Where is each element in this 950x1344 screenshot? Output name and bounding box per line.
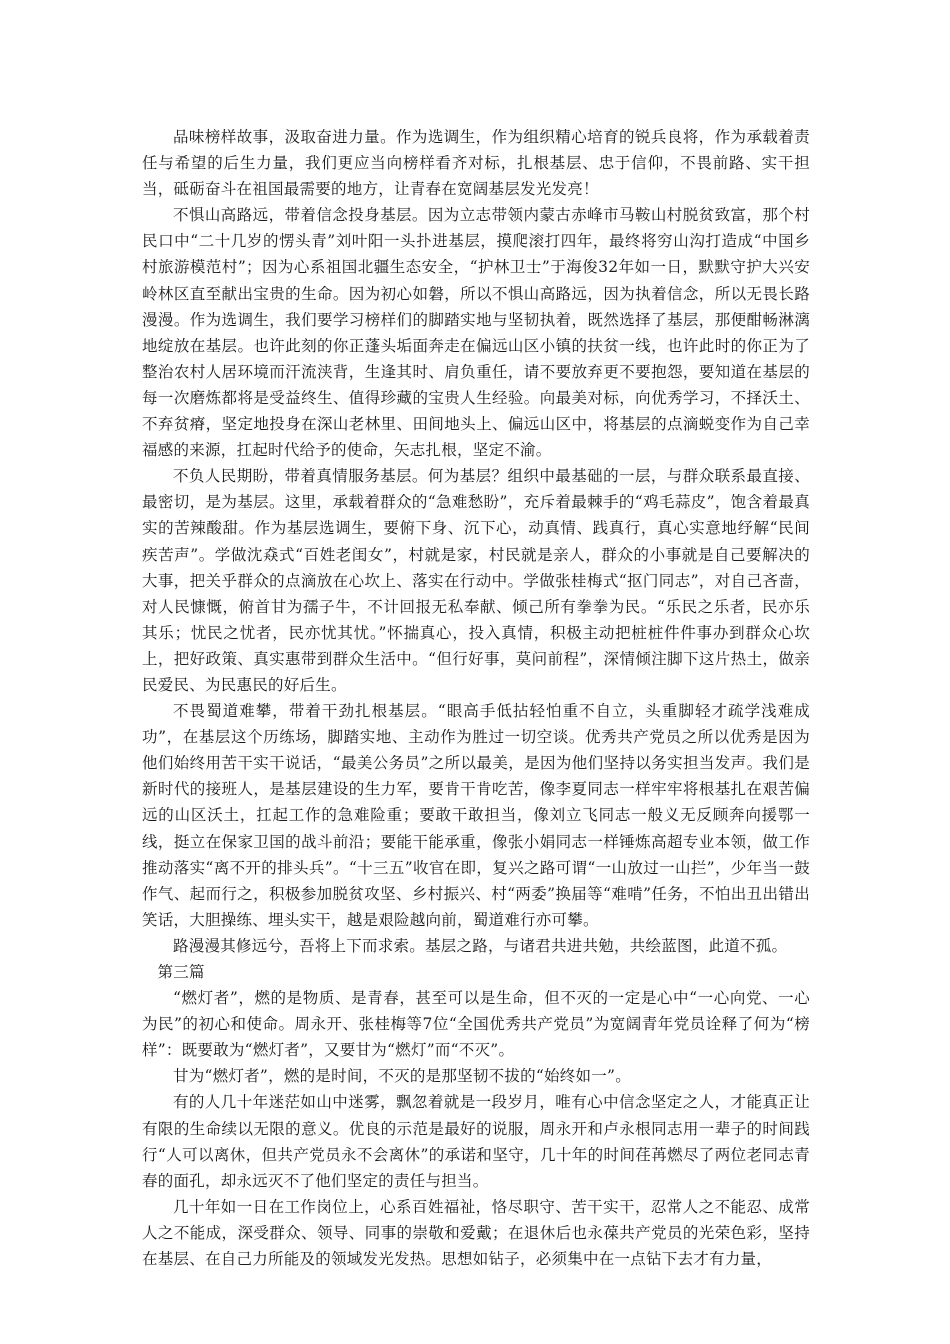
paragraph-lamp-lighter: “燃灯者”，燃的是物质、是青春，甚至可以是生命，但不灭的一定是心中“一心向党、一心为民”的初心和使命。周永开、张桂梅等7位“全国优秀共产党员”为宽阔青年党员诠释了何为“榜样”：既要敢为“燃灯者”，又要甘为“燃灯”而“不灭”。 xyxy=(142,989,810,1060)
paragraph-effort: 不畏蜀道难攀，带着干劲扎根基层。“眼高手低拈轻怕重不自立，头重脚轻才疏学浅难成功”，在基层这个历练场，脚踏实地、主动作为胜过一切空谈。优秀共产党员之所以优秀是因为他们始终用苦干实干说话，“最美公务员”之所以最美，是因为他们坚持以务实担当发声。我们是新时代的接班人，是基层建设的生力军，要肯干肯吃苦，像李夏同志一样牢牢将根基扎在艰苦偏远的山区沃土，扛起工作的急难险重；要敢干敢担当，像刘立飞同志一般义无反顾奔向援鄂一线，挺立在保家卫国的战斗前沿；要能干能承重，像张小娟同志一样锤炼高超专业本领，做工作推动落实“离不开的排头兵”。“十三五”收官在即，复兴之路可谓“一山放过一山拦”，少年当一鼓作气、起而行之，积极参加脱贫攻坚、乡村振兴、村“两委”换届等“难啃”任务，不怕出丑出错出笑话，大胆操练、埋头实干，越是艰险越向前，蜀道难行亦可攀。 xyxy=(142,702,810,929)
paragraph-service: 不负人民期盼，带着真情服务基层。何为基层？组织中最基础的一层，与群众联系最直接、最密切，是为基层。这里，承载着群众的“急难愁盼”，充斥着最棘手的“鸡毛蒜皮”，饱含着最真实的苦辣酸甜。作为基层选调生，要俯下身、沉下心，动真情、践真行，真心实意地纾解“民间疾苦声”。学做沈猋式“百姓老闺女”，村就是家，村民就是亲人，群众的小事就是自己要解决的大事，把关乎群众的点滴放在心坎上、落实在行动中。学做张桂梅式“抠门同志”，对自己吝啬，对人民慷慨，俯首甘为孺子牛，不计回报无私奉献、倾己所有拳拳为民。“乐民之乐者，民亦乐其乐；忧民之忧者，民亦忧其忧。”怀揣真心，投入真情，积极主动把桩桩件件事办到群众心坎上，把好政策、真实惠带到群众生活中。“但行好事，莫问前程”，深情倾注脚下这片热土，做亲民爱民、为民惠民的好后生。 xyxy=(142,467,810,694)
paragraph-faith: 不惧山高路远，带着信念投身基层。因为立志带领内蒙古赤峰市马鞍山村脱贫致富，那个村民口中“二十几岁的愣头青”刘叶阳一头扑进基层，摸爬滚打四年，最终将穷山沟打造成“中国乡村旅游模范村”；因为心系祖国北疆生态安全，“护林卫士”于海俊32年如一日，默默守护大兴安岭林区直至献出宝贵的生命。因为初心如磐，所以不惧山高路远，因为执着信念，所以无畏长路漫漫。作为选调生，我们要学习榜样们的脚踏实地与坚韧执着，既然选择了基层，那便酣畅淋漓地绽放在基层。也许此刻的你正蓬头垢面奔走在偏远山区小镇的扶贫一线，也许此时的你正为了整治农村人居环境而汗流浃背，生逢其时、肩负重任，请不要放弃更不要抱怨，要知道在基层的每一次磨炼都将是受益终生、值得珍藏的宝贵人生经验。向最美对标，向优秀学习，不择沃土、不弃贫瘠，坚定地投身在深山老林里、田间地头上、偏远山区中，将基层的点滴蜕变作为自己幸福感的来源，扛起时代给予的使命，矢志扎根，坚定不渝。 xyxy=(142,206,810,460)
paragraph-dedication: 几十年如一日在工作岗位上，心系百姓福祉，恪尽职守、苦干实干，忍常人之不能忍、成常人之不能成，深受群众、领导、同事的崇敬和爱戴；在退休后也永葆共产党员的光荣色彩，坚持在基层、在自己力所能及的领域发光发热。思想如钻子，必须集中在一点钻下去才有力量， xyxy=(142,1197,810,1269)
document-page xyxy=(142,124,810,1272)
paragraph-intro: 品味榜样故事，汲取奋进力量。作为选调生，作为组织精心培育的锐兵良将，作为承载着责任与希望的后生力量，我们更应当向榜样看齐对标，扎根基层、忠于信仰，不畏前路、实干担当，砥砺奋斗在祖国最需要的地方，让青春在宽阔基层发光发亮！ xyxy=(142,128,810,199)
section-heading: 第三篇 xyxy=(157,963,205,981)
paragraph-closing: 路漫漫其修远兮，吾将上下而求索。基层之路，与诸君共进共勉，共绘蓝图，此道不孤。 xyxy=(173,936,788,955)
paragraph-decades: 有的人几十年迷茫如山中迷雾，飘忽着就是一段岁月，唯有心中信念坚定之人，才能真正让有限的生命续以无限的意义。优良的示范是最好的说服，周永开和卢永根同志用一辈子的时间践行“人可以离休，但共产党员永不会离休”的承诺和坚守，几十年的时间荏苒燃尽了两位老同志青春的面孔，却永远灭不了他们坚定的责任与担当。 xyxy=(142,1093,810,1190)
paragraph-time: 甘为“燃灯者”，燃的是时间，不灭的是那坚韧不拔的“始终如一”。 xyxy=(173,1067,631,1086)
